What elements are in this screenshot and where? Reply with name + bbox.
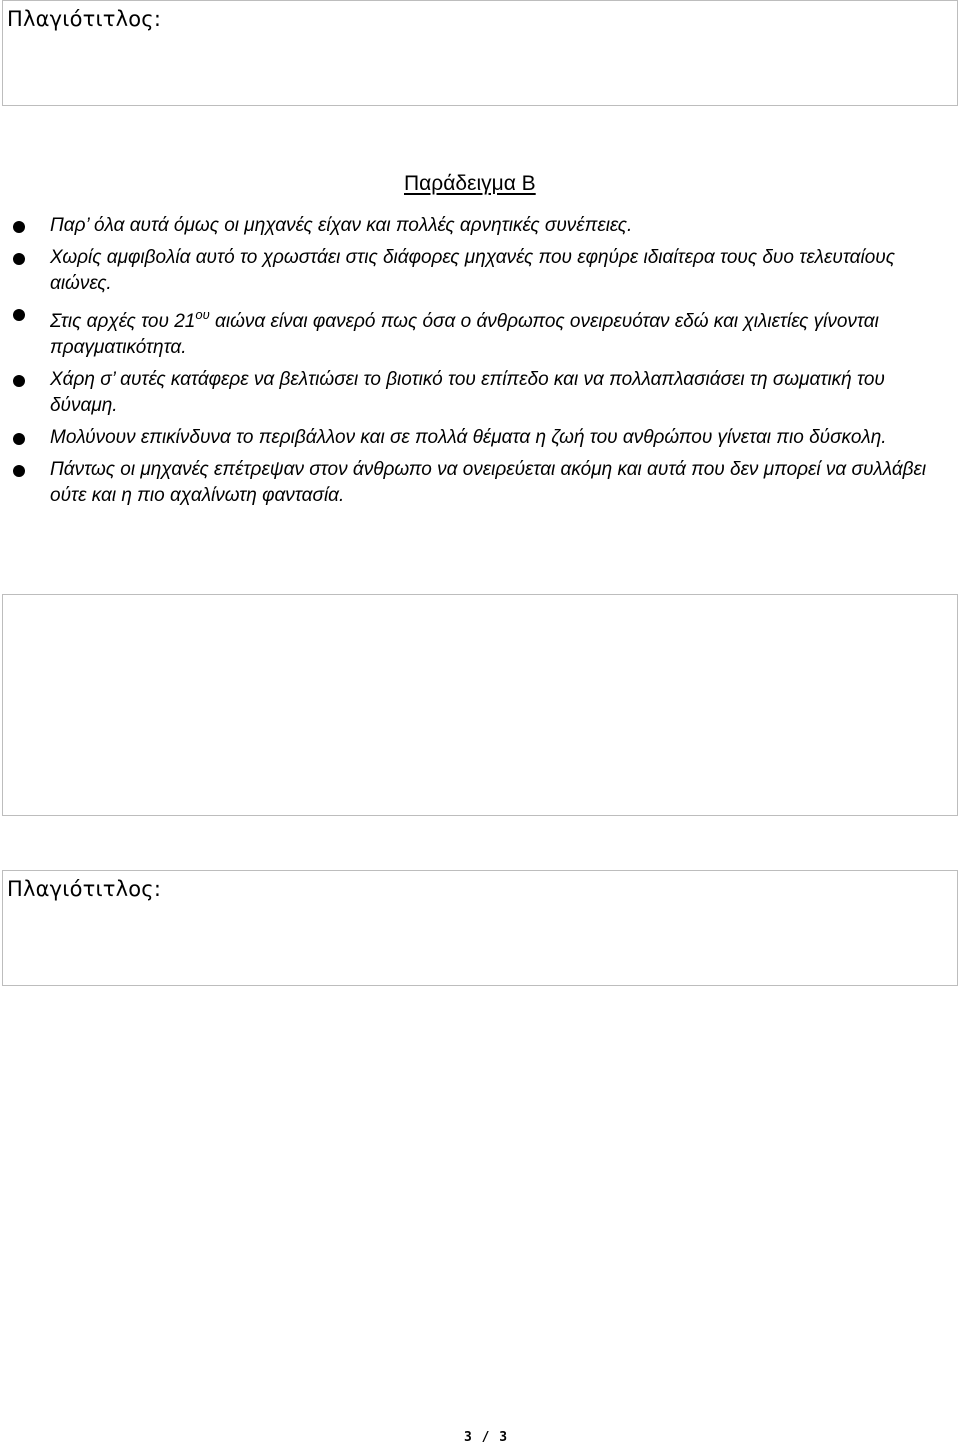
bullet-superscript: ου	[195, 307, 210, 322]
bullet-dot-icon	[13, 221, 25, 233]
box-title: Πλαγιότιτλος:	[7, 7, 162, 31]
bullet-text: Μολύνουν επικίνδυνα το περιβάλλον και σε πολλά θέματα η ζωή του ανθρώπου γίνεται πιο δύσκολη.	[50, 427, 887, 448]
page-number: 3 / 3	[464, 1430, 509, 1445]
bullet-text: Χάρη σ’ αυτές κατάφερε να βελτιώσει το βιοτικό του επίπεδο και να πολλαπλασιάσει τη σωματική του δύναμη.	[50, 369, 885, 416]
bullet-text-continued: αιώνα είναι φανερό πως όσα ο άνθρωπος ονειρευόταν εδώ και χιλιετίες γίνονται πραγματικότητα.	[50, 311, 879, 358]
list-item	[0, 303, 960, 361]
bullet-dot-icon	[13, 253, 25, 265]
bullet-dot-icon	[13, 465, 25, 477]
bullet-text: Στις αρχές του 21	[50, 311, 196, 332]
bullet-text: Πάντως οι μηχανές επέτρεψαν στον άνθρωπο να ονειρεύεται ακόμη και αυτά που δεν μπορεί να συλλάβει ούτε και η πιο αχαλίνωτη φαντασία.	[50, 459, 927, 506]
bullet-text: Χωρίς αμφιβολία αυτό το χρωστάει στις διάφορες μηχανές που εφηύρε ιδιαίτερα τους δυο τελευταίους αιώνες.	[50, 247, 895, 294]
list-item	[0, 213, 960, 239]
bottom-answer-box[interactable]	[2, 870, 958, 986]
top-answer-box[interactable]	[2, 0, 958, 106]
list-item	[0, 367, 960, 419]
middle-answer-box[interactable]	[2, 594, 958, 816]
bullet-list	[0, 213, 960, 515]
bullet-dot-icon	[13, 309, 25, 321]
section-heading: Παράδειγμα Β	[404, 172, 536, 195]
list-item	[0, 457, 960, 509]
bullet-text: Παρ’ όλα αυτά όμως οι μηχανές είχαν και πολλές αρνητικές συνέπειες.	[50, 215, 633, 236]
list-item	[0, 425, 960, 451]
bullet-dot-icon	[13, 375, 25, 387]
list-item	[0, 245, 960, 297]
bullet-dot-icon	[13, 433, 25, 445]
box-title: Πλαγιότιτλος:	[7, 877, 162, 901]
